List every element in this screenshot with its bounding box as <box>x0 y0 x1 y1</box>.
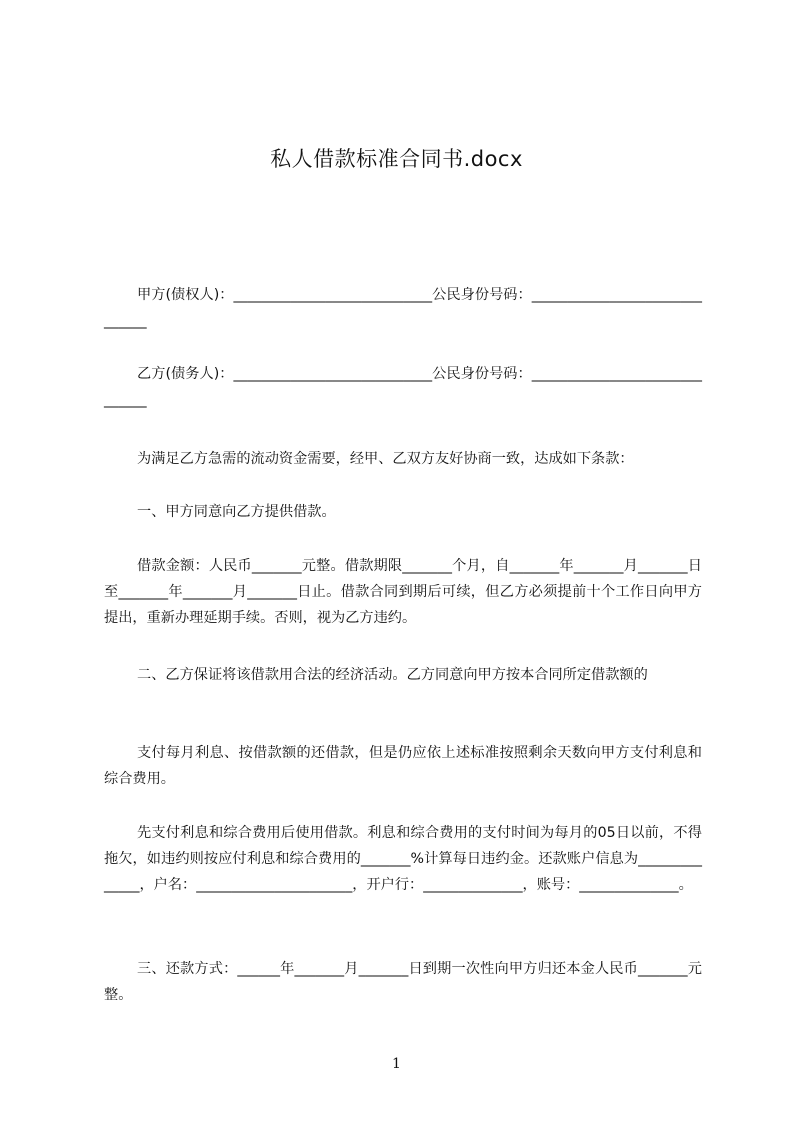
paragraph-preamble: 为满足乙方急需的流动资金需要，经甲、乙双方友好协商一致，达成如下条款： <box>137 451 634 467</box>
paragraph-interest: 支付每月利息、按借款额的还借款，但是仍应依上述标准按照剩余天数向甲方支付利息和综合费用。 <box>104 745 702 787</box>
paragraph-clause-2: 二、乙方保证将该借款用合法的经济活动。乙方同意向甲方按本合同所定借款额的 <box>137 667 648 683</box>
paragraph-party-b: 乙方(债务人)：____________________________公民身份号码：______________________________ <box>104 366 702 408</box>
paragraph-payment-terms: 先支付利息和综合费用后使用借款。利息和综合费用的支付时间为每月的05日以前，不得拖欠，如违约则按应付利息和综合费用的_______%计算每日违约金。还款账户信息为______________，户名：______________________，开户行：______________，账号：______________。 <box>104 825 702 893</box>
paragraph-party-a: 甲方(债权人)：____________________________公民身份号码：______________________________ <box>104 287 702 329</box>
document-title: 私人借款标准合同书.docx <box>270 147 523 171</box>
paragraph-clause-3: 三、还款方式：______年_______月_______日到期一次性向甲方归还本金人民币_______元整。 <box>104 961 702 1003</box>
paragraph-loan-amount: 借款金额：人民币_______元整。借款期限_______个月，自_______年_______月_______日至_______年_______月_______日止。借款合同到期后可续，但乙方必须提前十个工作日向甲方提出，重新办理延期手续。否则，视为乙方违约。 <box>104 558 702 626</box>
paragraph-clause-1: 一、甲方同意向乙方提供借款。 <box>137 504 336 520</box>
page-number: 1 <box>392 1056 401 1072</box>
